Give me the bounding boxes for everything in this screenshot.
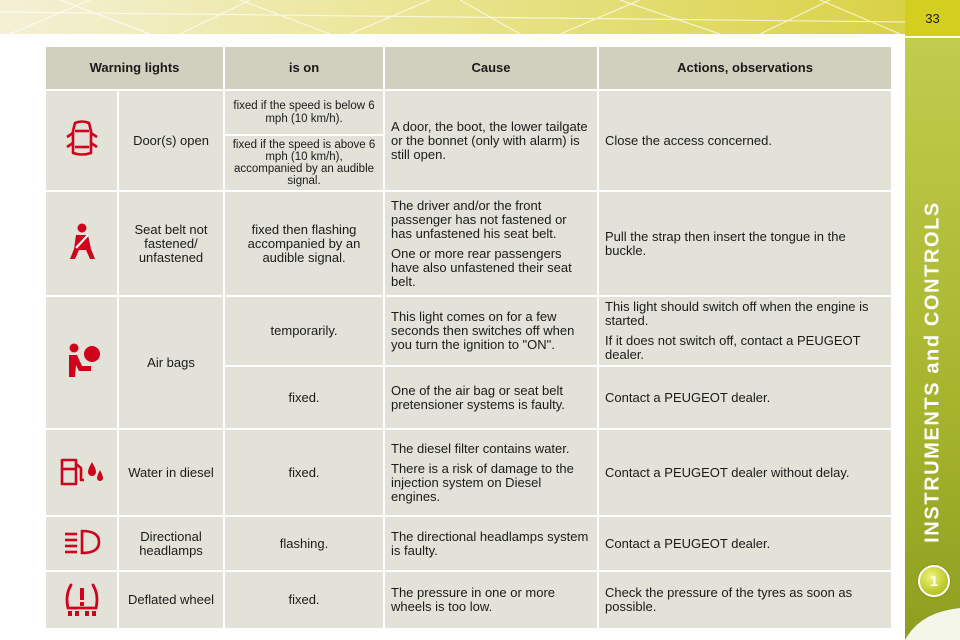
table-header-row bbox=[45, 46, 892, 90]
water-in-diesel-ison: fixed. bbox=[224, 429, 384, 516]
seatbelt-name: Seat belt not fastened/ unfastened bbox=[118, 191, 224, 296]
directional-headlamp-name: Directional headlamps bbox=[118, 516, 224, 571]
seatbelt-cause-1: The driver and/or the front passenger has not fastened or has unfastened his seat belt. bbox=[391, 197, 567, 241]
header-warning-lights: Warning lights bbox=[45, 46, 224, 90]
seatbelt-action: Pull the strap then insert the tongue in the buckle. bbox=[598, 191, 892, 296]
airbag-action-1 bbox=[598, 296, 892, 366]
seatbelt-cause bbox=[384, 191, 598, 296]
water-in-diesel-icon-cell bbox=[45, 429, 118, 516]
airbag-ison-2: fixed. bbox=[224, 366, 384, 429]
chapter-title: INSTRUMENTS and CONTROLS bbox=[921, 201, 944, 543]
door-open-cause: A door, the boot, the lower tailgate or the bonnet (only with alarm) is still open. bbox=[384, 90, 598, 191]
seatbelt-icon-cell bbox=[45, 191, 118, 296]
airbag-cause-1: This light comes on for a few seconds then switches off when you turn the ignition to "ON". bbox=[384, 296, 598, 366]
deflated-wheel-name: Deflated wheel bbox=[118, 571, 224, 629]
water-in-diesel-cause bbox=[384, 429, 598, 516]
door-open-ison-1: fixed if the speed is below 6 mph (10 km/h). bbox=[224, 90, 384, 135]
door-open-action: Close the access concerned. bbox=[598, 90, 892, 191]
airbag-cause-2: One of the air bag or seat belt pretensioner systems is faulty. bbox=[384, 366, 598, 429]
header-actions: Actions, observations bbox=[598, 46, 892, 90]
table-row bbox=[45, 571, 892, 629]
top-banner bbox=[0, 0, 905, 34]
water-in-diesel-cause-2: There is a risk of damage to the injection system on Diesel engines. bbox=[391, 460, 574, 504]
header-cause: Cause bbox=[384, 46, 598, 90]
seatbelt-ison: fixed then flashing accompanied by an audible signal. bbox=[224, 191, 384, 296]
water-in-diesel-name: Water in diesel bbox=[118, 429, 224, 516]
airbag-icon-cell bbox=[45, 296, 118, 429]
door-open-name: Door(s) open bbox=[118, 90, 224, 191]
table-row bbox=[45, 296, 892, 366]
warning-lights-table bbox=[44, 45, 893, 630]
directional-headlamp-ison: flashing. bbox=[224, 516, 384, 571]
directional-headlamp-action: Contact a PEUGEOT dealer. bbox=[598, 516, 892, 571]
table-row bbox=[45, 516, 892, 571]
chapter-badge: 1 bbox=[918, 565, 950, 597]
decorative-lines bbox=[0, 0, 905, 34]
header-is-on: is on bbox=[224, 46, 384, 90]
airbag-ison-1: temporarily. bbox=[224, 296, 384, 366]
deflated-wheel-icon bbox=[62, 580, 102, 618]
door-open-ison-2: fixed if the speed is above 6 mph (10 km/h), accompanied by an audible signal. bbox=[224, 135, 384, 191]
door-open-icon-cell bbox=[45, 90, 118, 191]
water-in-diesel-action: Contact a PEUGEOT dealer without delay. bbox=[598, 429, 892, 516]
deflated-wheel-action: Check the pressure of the tyres as soon as possible. bbox=[598, 571, 892, 629]
airbag-action-2: Contact a PEUGEOT dealer. bbox=[598, 366, 892, 429]
seatbelt-icon bbox=[67, 223, 97, 261]
water-in-diesel-cause-1: The diesel filter contains water. bbox=[391, 440, 570, 456]
door-open-icon bbox=[65, 119, 99, 159]
directional-headlamp-cause: The directional headlamps system is faulty. bbox=[384, 516, 598, 571]
table-row bbox=[45, 191, 892, 296]
seatbelt-cause-2: One or more rear passengers have also unfastened their seat belt. bbox=[391, 245, 572, 289]
page-number: 33 bbox=[905, 0, 960, 36]
table-row bbox=[45, 90, 892, 135]
directional-headlamp-icon-cell bbox=[45, 516, 118, 571]
page-curl-decoration bbox=[880, 600, 960, 640]
deflated-wheel-ison: fixed. bbox=[224, 571, 384, 629]
deflated-wheel-icon-cell bbox=[45, 571, 118, 629]
table-row bbox=[45, 429, 892, 516]
water-in-diesel-icon bbox=[59, 454, 105, 488]
deflated-wheel-cause: The pressure in one or more wheels is too low. bbox=[384, 571, 598, 629]
airbag-name: Air bags bbox=[118, 296, 224, 429]
airbag-action-1b: If it does not switch off, contact a PEUGEOT dealer. bbox=[605, 333, 861, 363]
airbag-action-1a: This light should switch off when the engine is started. bbox=[605, 299, 869, 329]
airbag-icon bbox=[63, 342, 101, 380]
directional-headlamp-icon bbox=[62, 528, 102, 556]
